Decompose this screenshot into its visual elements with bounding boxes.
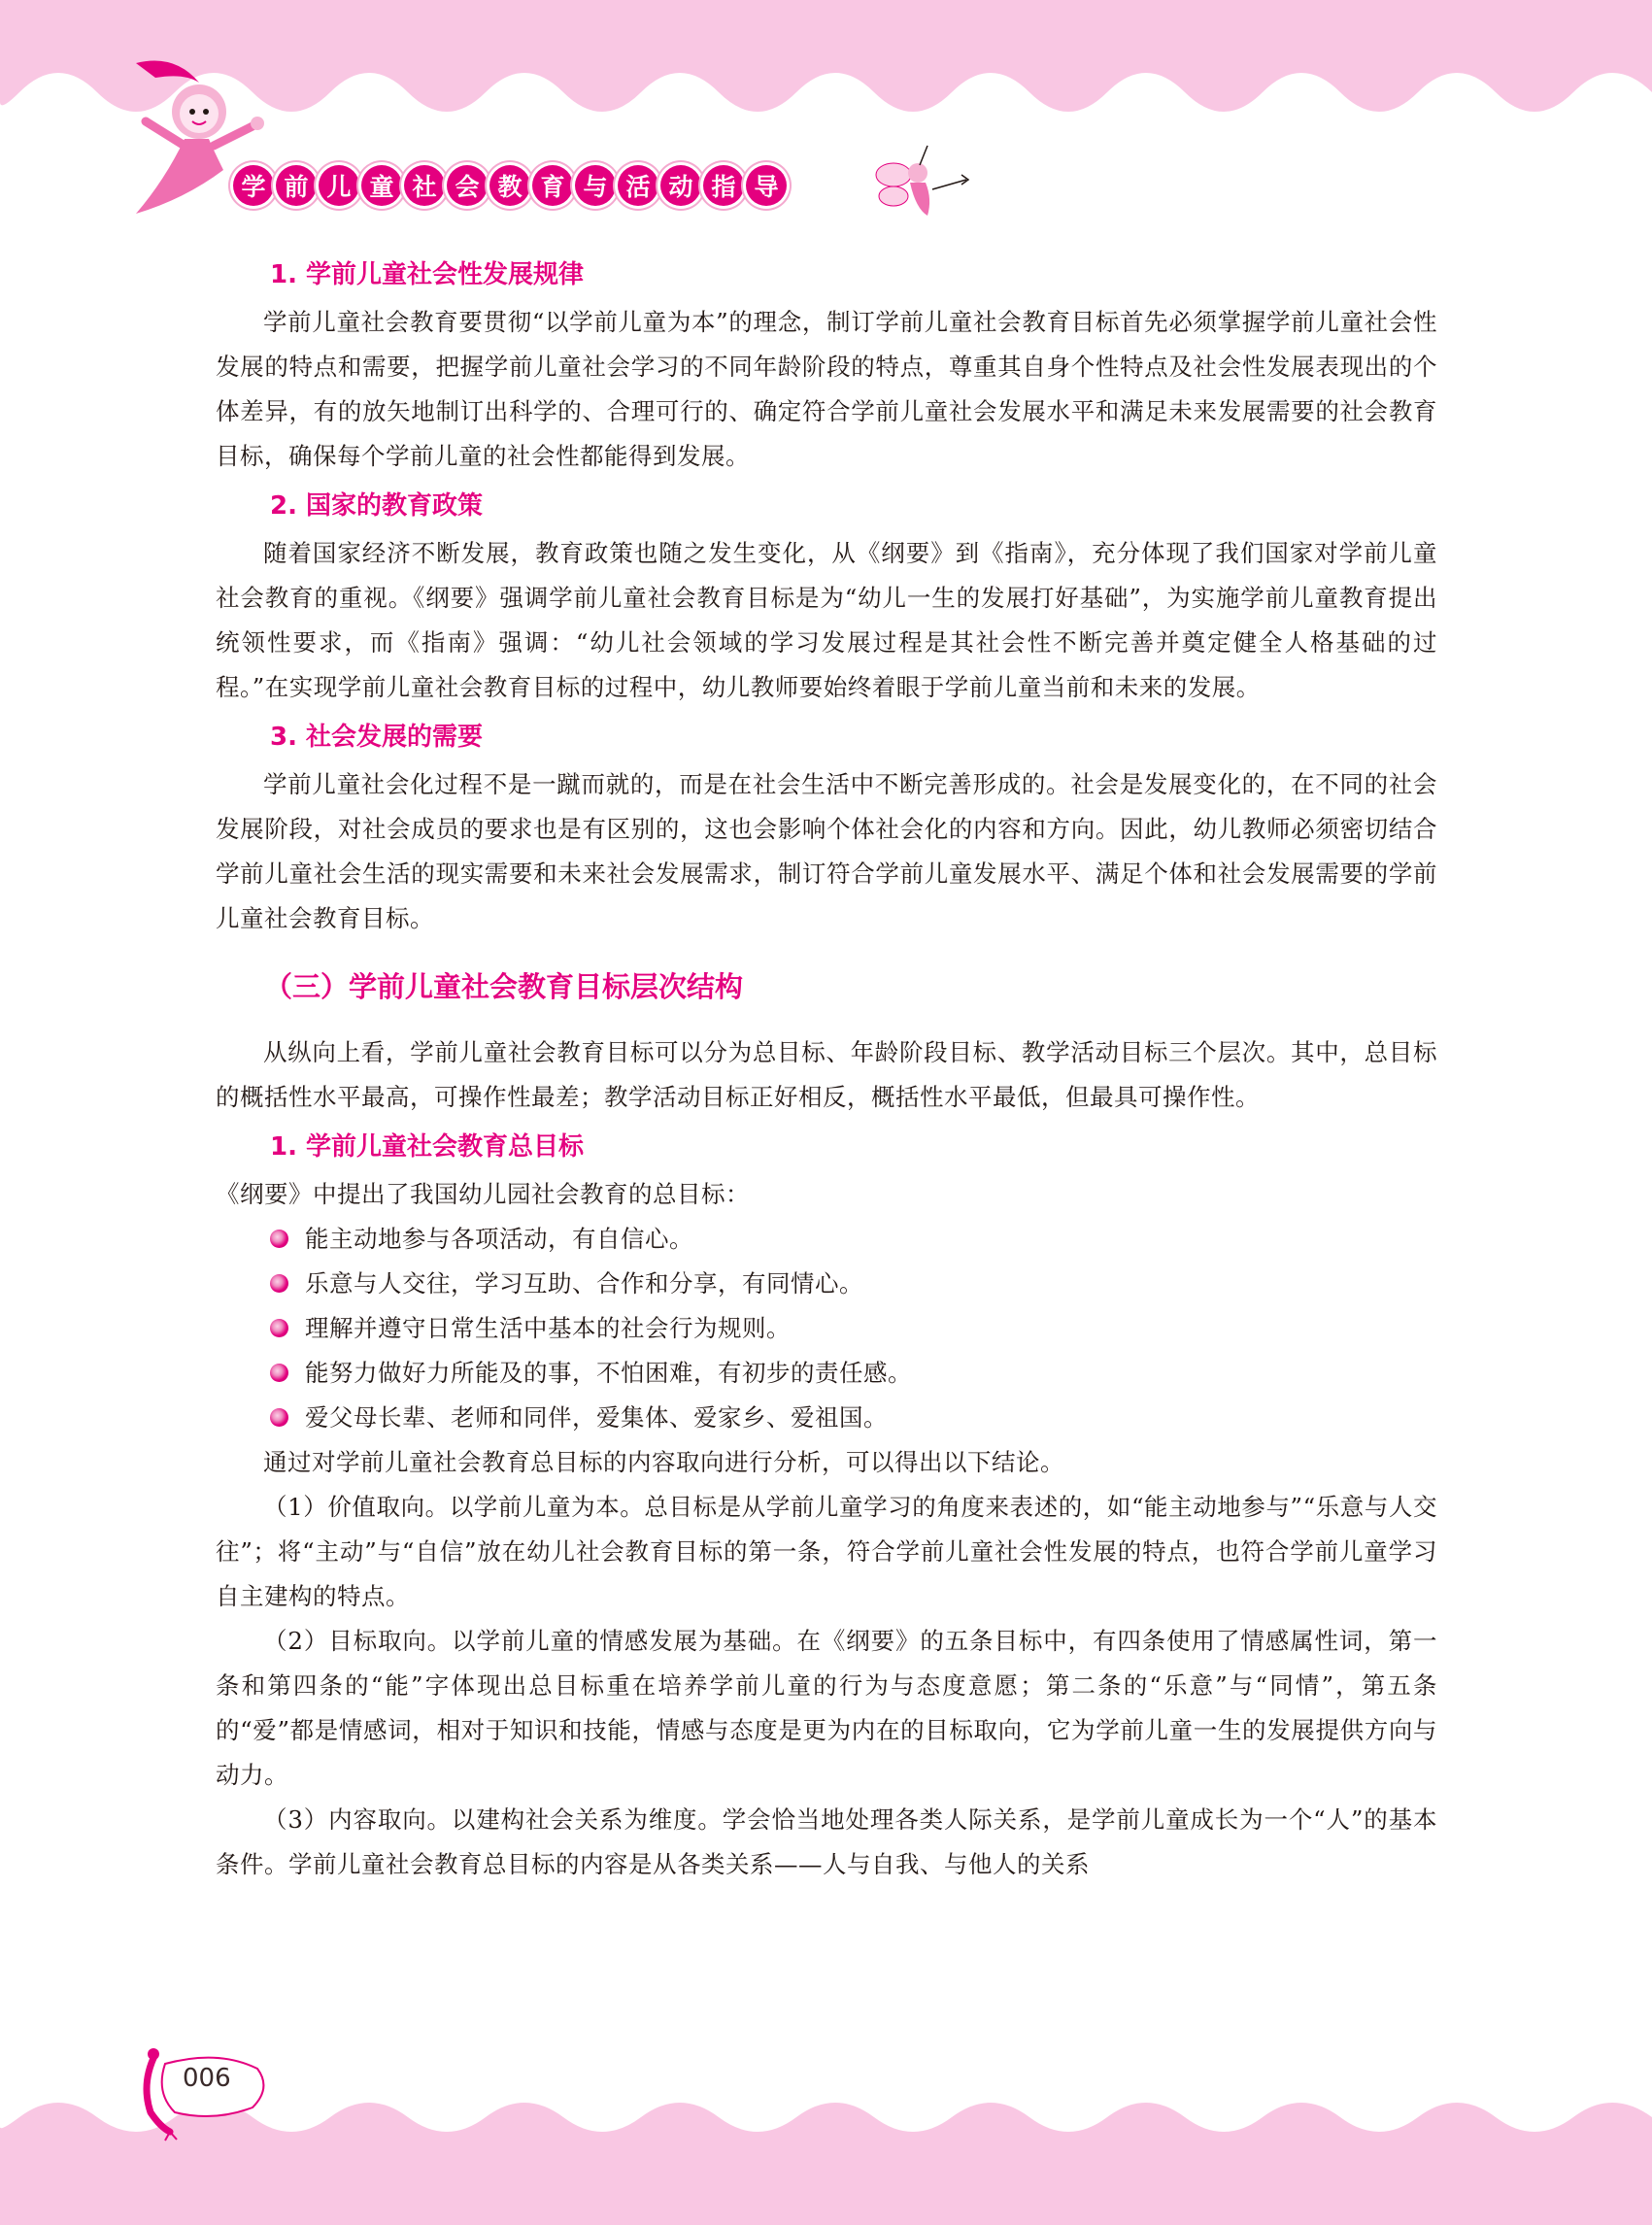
paragraph: 随着国家经济不断发展，教育政策也随之发生变化，从《纲要》到《指南》，充分体现了我们国家对学前儿童社会教育的重视。《纲要》强调学前儿童社会教育目标是为“幼儿一生的发展打好基础”，为实施学前儿童教育提出统领性要求，而《指南》强调：“幼儿社会领域的学习发展过程是其社会性不断完善并奠定健全人格基础的过程。”在实现学前儿童社会教育目标的过程中，幼儿教师要始终着眼于学前儿童当前和未来的发展。 <box>216 539 1437 701</box>
title-char: 童 <box>361 165 402 206</box>
page-number: 006 <box>183 2064 231 2093</box>
title-char: 儿 <box>319 165 359 206</box>
section-heading: 1. 学前儿童社会性发展规律 <box>270 260 585 289</box>
list-item <box>270 1351 1437 1396</box>
title-char: 前 <box>276 165 317 206</box>
paragraph: （2）目标取向。以学前儿童的情感发展为基础。在《纲要》的五条目标中，有四条使用了情感属性词，第一条和第四条的“能”字体现出总目标重在培养学前儿童的行为与态度意愿；第二条的“乐意”与“同情”，第五条的“爱”都是情感词，相对于知识和技能，情感与态度是更为内在的目标取向，它为学前儿童一生的发展提供方向与动力。 <box>216 1627 1437 1789</box>
paragraph: （1）价值取向。以学前儿童为本。总目标是从学前儿童学习的角度来表述的，如“能主动地参与”“乐意与人交往”；将“主动”与“自信”放在幼儿社会教育目标的第一条，符合学前儿童社会性发展的特点，也符合学前儿童学习自主建构的特点。 <box>216 1493 1437 1610</box>
title-char: 教 <box>489 165 530 206</box>
bullet-dot-icon <box>270 1230 288 1248</box>
paragraph: 《纲要》中提出了我国幼儿园社会教育的总目标： <box>216 1180 750 1208</box>
page-content <box>216 248 1437 1887</box>
title-char: 指 <box>703 165 744 206</box>
list-item <box>270 1396 1437 1440</box>
paragraph: 学前儿童社会化过程不是一蹴而就的，而是在社会生活中不断完善形成的。社会是发展变化的，在不同的社会发展阶段，对社会成员的要求也是有区别的，这也会影响个体社会化的内容和方向。因此，幼儿教师必须密切结合学前儿童社会生活的现实需要和未来社会发展需求，制订符合学前儿童发展水平、满足个体和社会发展需要的学前儿童社会教育目标。 <box>216 770 1437 932</box>
paragraph: 从纵向上看，学前儿童社会教育目标可以分为总目标、年龄阶段目标、教学活动目标三个层次。其中，总目标的概括性水平最高，可操作性最差；教学活动目标正好相反，概括性水平最低，但最具可操作性。 <box>216 1038 1437 1111</box>
section-heading: 3. 社会发展的需要 <box>270 723 484 752</box>
bird-icon <box>126 2044 272 2141</box>
list-item-text: 爱父母长辈、老师和同伴，爱集体、爱家乡、爱祖国。 <box>305 1403 888 1432</box>
title-char: 导 <box>746 165 787 206</box>
chapter-subheading: （三）学前儿童社会教育目标层次结构 <box>264 970 744 1003</box>
title-char: 育 <box>532 165 573 206</box>
title-char: 会 <box>447 165 488 206</box>
bullet-dot-icon <box>270 1364 288 1382</box>
bullet-dot-icon <box>270 1274 288 1293</box>
paragraph: 通过对学前儿童社会教育总目标的内容取向进行分析，可以得出以下结论。 <box>263 1448 1064 1476</box>
title-char: 动 <box>660 165 701 206</box>
list-item-text: 理解并遵守日常生活中基本的社会行为规则。 <box>305 1314 791 1342</box>
title-char: 与 <box>575 165 616 206</box>
list-item <box>270 1262 1437 1306</box>
list-item-text: 能主动地参与各项活动，有自信心。 <box>305 1225 693 1253</box>
book-title <box>233 161 789 210</box>
title-char: 活 <box>618 165 658 206</box>
title-char: 社 <box>404 165 445 206</box>
bullet-dot-icon <box>270 1319 288 1337</box>
list-item <box>270 1217 1437 1262</box>
paragraph: 学前儿童社会教育要贯彻“以学前儿童为本”的理念，制订学前儿童社会教育目标首先必须掌握学前儿童社会性发展的特点和需要，把握学前儿童社会学习的不同年龄阶段的特点，尊重其自身个性特点及社会性发展表现出的个体差异，有的放矢地制订出科学的、合理可行的、确定符合学前儿童社会发展水平和满足未来发展需要的社会教育目标，确保每个学前儿童的社会性都能得到发展。 <box>216 308 1437 470</box>
section-heading: 2. 国家的教育政策 <box>270 491 484 521</box>
list-item-text: 能努力做好力所能及的事，不怕困难，有初步的责任感。 <box>305 1359 912 1387</box>
fairy-icon <box>860 136 976 233</box>
list-item-text: 乐意与人交往，学习互助、合作和分享，有同情心。 <box>305 1269 863 1298</box>
title-char: 学 <box>233 165 274 206</box>
bullet-dot-icon <box>270 1408 288 1427</box>
paragraph: （3）内容取向。以建构社会关系为维度。学会恰当地处理各类人际关系，是学前儿童成长为一个“人”的基本条件。学前儿童社会教育总目标的内容是从各类关系——人与自我、与他人的关系 <box>216 1805 1437 1878</box>
list-item <box>270 1306 1437 1351</box>
section-heading: 1. 学前儿童社会教育总目标 <box>270 1132 585 1162</box>
